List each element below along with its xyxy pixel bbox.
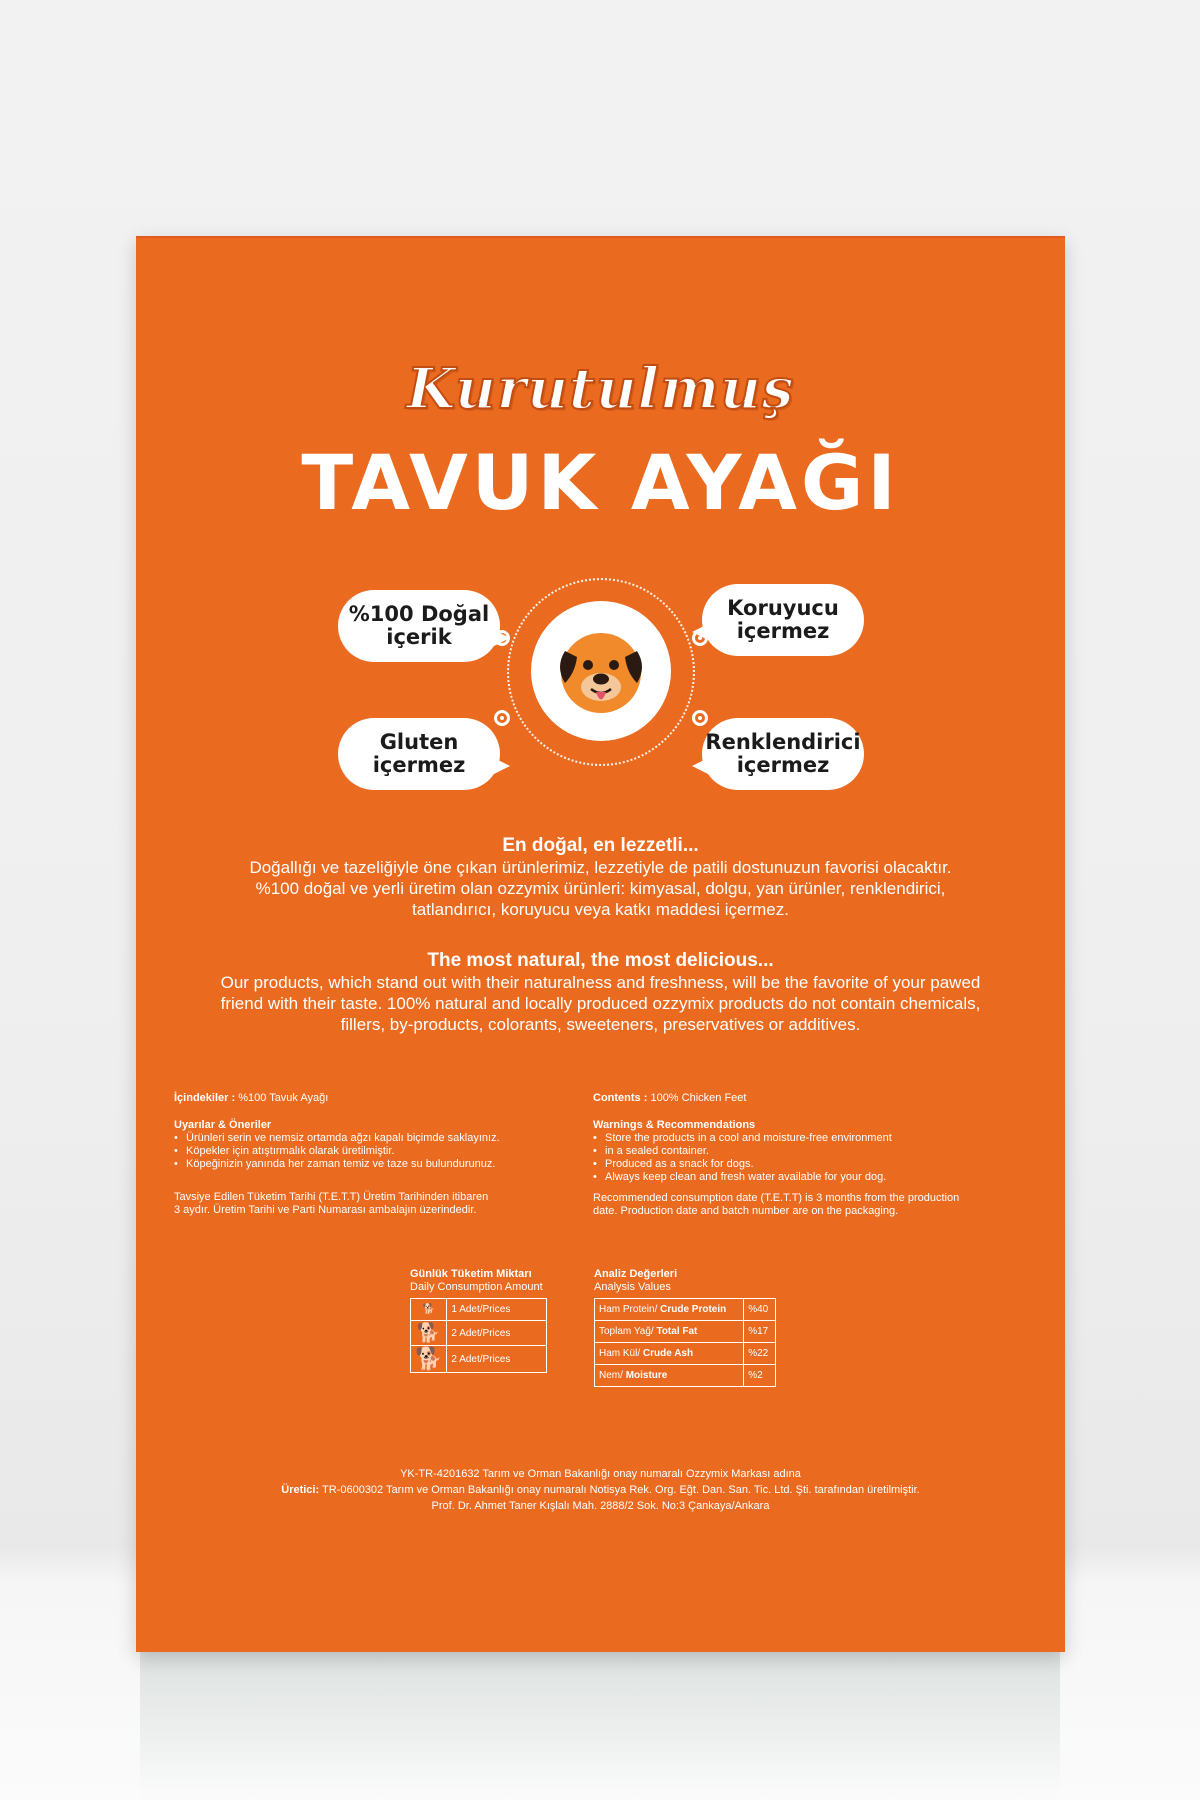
table-row xyxy=(411,1299,547,1321)
turkish-text: %100 doğal ve yerli üretim olan ozzymix ürünleri: kimyasal, dolgu, yan ürünler, renklendirici, xyxy=(255,879,946,898)
turkish-date-note: Tavsiye Edilen Tüketim Tarihi (T.E.T.T) Üretim Tarihinden itibaren xyxy=(174,1191,489,1203)
table-row xyxy=(411,1346,547,1373)
analysis-value: %40 xyxy=(744,1299,776,1321)
turkish-text: tatlandırıcı, koruyucu veya katkı maddesi içermez. xyxy=(412,900,789,919)
english-text: friend with their taste. 100% natural and locally produced ozzymix products do not contain chemicals, xyxy=(220,994,981,1013)
table-row xyxy=(595,1299,776,1321)
table-row xyxy=(595,1343,776,1365)
english-description xyxy=(166,950,1035,1035)
consumption-value: 1 Adet/Prices xyxy=(447,1299,547,1321)
badge-natural: %100 Doğal içerik xyxy=(338,590,500,662)
feature-badges xyxy=(136,568,1065,788)
turkish-date-note: 3 aydır. Üretim Tarihi ve Parti Numarası ambalajın üzerindedir. xyxy=(174,1204,477,1216)
turkish-description xyxy=(166,835,1035,920)
list-item: • in a sealed container. xyxy=(593,1145,1023,1158)
footer-line: YK-TR-4201632 Tarım ve Orman Bakanlığı onay numaralı Ozzymix Markası adına xyxy=(400,1468,801,1480)
analysis-label: Toplam Yağ/ Total Fat xyxy=(595,1321,744,1343)
floor-reflection xyxy=(140,1650,1060,1800)
table-row xyxy=(411,1321,547,1346)
dog-logo xyxy=(531,601,671,741)
table-row xyxy=(595,1365,776,1387)
list-item: • Always keep clean and fresh water available for your dog. xyxy=(593,1171,1023,1184)
badge-no-preservatives: Koruyucu içermez xyxy=(702,584,864,656)
connector-dot xyxy=(692,710,708,726)
turkish-warnings-title: Uyarılar & Öneriler xyxy=(174,1119,272,1131)
product-package xyxy=(136,236,1065,1652)
analysis-value: %22 xyxy=(744,1343,776,1365)
consumption-value: 2 Adet/Prices xyxy=(447,1321,547,1346)
english-text: fillers, by-products, colorants, sweeteners, preservatives or additives. xyxy=(340,1015,861,1034)
turkish-contents: İçindekiler : %100 Tavuk Ayağı xyxy=(174,1092,329,1104)
turkish-heading: En doğal, en lezzetli... xyxy=(502,835,699,856)
analysis-header: Analiz Değerleri Analysis Values xyxy=(594,1268,678,1293)
english-date-note: Recommended consumption date (T.E.T.T) is 3 months from the production xyxy=(593,1192,960,1204)
english-warnings-list xyxy=(593,1132,1023,1184)
analysis-label: Nem/ Moisture xyxy=(595,1365,744,1387)
english-info-column xyxy=(593,1092,1023,1218)
turkish-text: Doğallığı ve tazeliğiyle öne çıkan ürünlerimiz, lezzetiyle de patili dostunuzun favorisi olacaktır. xyxy=(249,858,952,877)
table-row xyxy=(595,1321,776,1343)
english-warnings-title: Warnings & Recommendations xyxy=(593,1119,756,1131)
consumption-header: Günlük Tüketim Miktarı Daily Consumption Amount xyxy=(410,1268,543,1293)
list-item: • Köpeğinizin yanında her zaman temiz ve taze su bulundurunuz. xyxy=(174,1158,604,1171)
footer-line: Prof. Dr. Ahmet Taner Kışlalı Mah. 2888/2 Sok. No:3 Çankaya/Ankara xyxy=(431,1500,770,1512)
large-dog-icon: 🐕 xyxy=(411,1346,447,1373)
analysis-table xyxy=(594,1298,776,1387)
product-subtitle-script: Kurutulmuş xyxy=(406,356,795,422)
dog-face-icon xyxy=(551,621,651,721)
footer-line: Üretici: TR-0600302 Tarım ve Orman Bakanlığı onay numaralı Notisya Rek. Org. Eğt. Dan. San. Tic. Ltd. Şti. tarafından üretilmiştir. xyxy=(281,1484,920,1496)
analysis-value: %17 xyxy=(744,1321,776,1343)
analysis-value: %2 xyxy=(744,1365,776,1387)
producer-footer xyxy=(136,1466,1065,1514)
turkish-warnings-list xyxy=(174,1132,604,1171)
analysis-label: Ham Protein/ Crude Protein xyxy=(595,1299,744,1321)
english-contents: Contents : 100% Chicken Feet xyxy=(593,1092,747,1104)
connector-dot xyxy=(494,710,510,726)
consumption-value: 2 Adet/Prices xyxy=(447,1346,547,1373)
list-item: • Produced as a snack for dogs. xyxy=(593,1158,1023,1171)
consumption-table xyxy=(410,1298,547,1373)
analysis-label: Ham Kül/ Crude Ash xyxy=(595,1343,744,1365)
turkish-info-column xyxy=(174,1092,604,1217)
list-item: • Store the products in a cool and moisture-free environment xyxy=(593,1132,1023,1145)
list-item: • Ürünleri serin ve nemsiz ortamda ağzı kapalı biçimde saklayınız. xyxy=(174,1132,604,1145)
english-date-note: date. Production date and batch number are on the packaging. xyxy=(593,1205,899,1217)
list-item: • Köpekler için atıştırmalık olarak üretilmiştir. xyxy=(174,1145,604,1158)
english-text: Our products, which stand out with their naturalness and freshness, will be the favorite of your pawed xyxy=(220,973,981,992)
badge-gluten-free: Gluten içermez xyxy=(338,718,500,790)
small-dog-icon: 🐕 xyxy=(411,1299,447,1321)
english-heading: The most natural, the most delicious... xyxy=(427,950,774,971)
badge-no-colorants: Renklendirici içermez xyxy=(702,718,864,790)
medium-dog-icon: 🐕 xyxy=(411,1321,447,1346)
product-title: TAVUK AYAĞI xyxy=(301,438,900,527)
